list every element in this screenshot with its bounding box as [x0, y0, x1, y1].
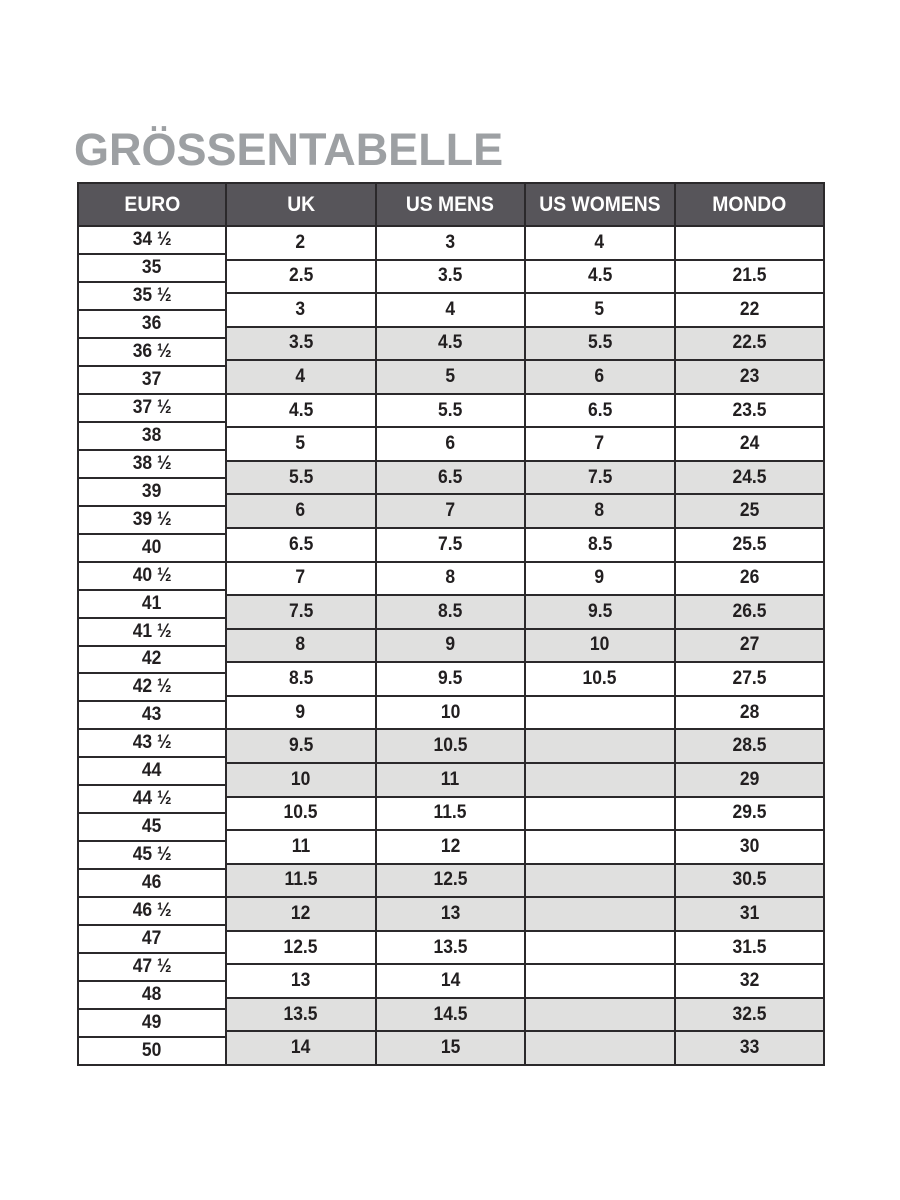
euro-size-cell: [79, 619, 225, 645]
euro-size-cell-value: 45 ½: [132, 844, 172, 866]
size-cell: [227, 697, 375, 729]
euro-size-cell-value: 35: [142, 256, 162, 278]
size-cell: [526, 563, 674, 595]
size-cell-value: 6.5: [288, 533, 313, 555]
size-cell: [526, 395, 674, 427]
size-cell: [227, 395, 375, 427]
size-cell-value: 6: [445, 433, 456, 455]
euro-size-cell: [79, 982, 225, 1008]
size-cell: [377, 764, 525, 796]
euro-size-cell: [79, 339, 225, 365]
size-cell: [377, 730, 525, 762]
euro-size-cell-value: 39: [142, 480, 162, 502]
column-header-mondo: [676, 184, 824, 225]
size-cell: [377, 462, 525, 494]
euro-size-cell: [79, 647, 225, 673]
size-cell-value: 3: [295, 298, 306, 320]
size-cell: [377, 428, 525, 460]
size-cell-value: 9.5: [587, 600, 612, 622]
size-cell: [227, 596, 375, 628]
euro-size-cell: [79, 814, 225, 840]
size-cell: [526, 898, 674, 930]
size-cell-value: 5.5: [587, 332, 612, 354]
size-cell: [377, 261, 525, 293]
euro-size-cell: [79, 898, 225, 924]
size-cell: [377, 999, 525, 1031]
euro-size-cell: [79, 451, 225, 477]
size-cell: [377, 932, 525, 964]
size-cell: [676, 529, 824, 561]
column-header-euro: [79, 184, 225, 225]
size-cell-value: 9: [594, 567, 605, 589]
size-cell-value: 4: [295, 366, 306, 388]
size-cell: [227, 630, 375, 662]
size-cell-value: 3.5: [438, 265, 463, 287]
euro-size-cell-value: 44 ½: [132, 788, 172, 810]
size-cell-value: 14: [440, 970, 460, 992]
column-header-euro-label: EURO: [124, 192, 180, 216]
size-cell-value: 8.5: [438, 600, 463, 622]
size-cell-value: 5: [295, 433, 306, 455]
size-cell: [526, 227, 674, 259]
euro-size-cell-value: 50: [142, 1040, 162, 1062]
euro-size-cell: [79, 674, 225, 700]
size-cell: [676, 294, 824, 326]
size-cell-value: 21.5: [732, 265, 767, 287]
size-cell-value: 4.5: [587, 265, 612, 287]
size-cell: [227, 1032, 375, 1064]
size-cell: [676, 898, 824, 930]
euro-size-cell: [79, 786, 225, 812]
size-cell-value: 22: [739, 298, 759, 320]
size-cell: [227, 999, 375, 1031]
euro-size-cell-value: 37 ½: [132, 396, 172, 418]
size-cell-value: 10.5: [433, 735, 468, 757]
euro-size-cell-value: 48: [142, 984, 162, 1006]
size-cell: [526, 596, 674, 628]
size-cell-value: 30.5: [732, 869, 767, 891]
size-cell-value: 22.5: [732, 332, 767, 354]
euro-size-cell: [79, 479, 225, 505]
size-cell: [377, 865, 525, 897]
euro-size-cell-value: 47 ½: [132, 956, 172, 978]
euro-size-cell: [79, 842, 225, 868]
size-cell-value: 6.5: [438, 466, 463, 488]
euro-size-cell-value: 36 ½: [132, 340, 172, 362]
size-cell: [526, 999, 674, 1031]
size-cell: [227, 361, 375, 393]
size-cell-value: 25.5: [732, 533, 767, 555]
size-cell-value: 2.5: [288, 265, 313, 287]
size-cell-value: 30: [739, 835, 759, 857]
size-cell: [227, 932, 375, 964]
size-cell: [676, 261, 824, 293]
euro-size-cell: [79, 926, 225, 952]
size-cell-value: 9.5: [288, 735, 313, 757]
size-cell-value: 31: [739, 902, 759, 924]
size-cell-value: 4: [445, 298, 456, 320]
size-cell: [377, 630, 525, 662]
euro-size-cell-value: 41 ½: [132, 620, 172, 642]
size-cell: [676, 730, 824, 762]
size-cell: [676, 596, 824, 628]
size-cell-value: 25: [739, 500, 759, 522]
euro-size-cell: [79, 367, 225, 393]
size-cell-value: 24.5: [732, 466, 767, 488]
size-cell-value: 28: [739, 701, 759, 723]
size-cell: [377, 395, 525, 427]
euro-size-cell: [79, 591, 225, 617]
size-cell: [676, 428, 824, 460]
size-cell: [526, 361, 674, 393]
size-cell-value: 7: [594, 433, 605, 455]
size-cell: [526, 495, 674, 527]
size-cell-value: 2: [295, 231, 306, 253]
size-cell: [526, 261, 674, 293]
size-cell-value: 11: [291, 835, 310, 857]
size-cell: [676, 563, 824, 595]
size-cell: [377, 697, 525, 729]
size-cell: [526, 798, 674, 830]
size-cell: [227, 529, 375, 561]
size-cell: [227, 831, 375, 863]
size-cell-value: 4: [594, 231, 605, 253]
size-cell: [676, 831, 824, 863]
size-cell: [526, 1032, 674, 1064]
euro-size-cell-value: 40: [142, 536, 162, 558]
size-cell-value: 23.5: [732, 399, 767, 421]
size-cell-value: 7.5: [288, 600, 313, 622]
size-cell: [676, 1032, 824, 1064]
size-cell: [377, 596, 525, 628]
conversion-table: [227, 184, 823, 1064]
size-cell-value: 12: [440, 835, 460, 857]
size-cell: [377, 495, 525, 527]
euro-size-cell-value: 40 ½: [132, 564, 172, 586]
size-cell: [676, 462, 824, 494]
page-title: GRÖSSENTABELLE: [74, 124, 504, 175]
size-cell: [227, 898, 375, 930]
size-cell-value: 12.5: [283, 936, 318, 958]
euro-size-cell-value: 46: [142, 872, 162, 894]
size-cell: [227, 328, 375, 360]
size-cell-value: 4.5: [288, 399, 313, 421]
euro-size-cell-value: 42: [142, 648, 162, 670]
size-cell: [377, 663, 525, 695]
size-cell-value: 26.5: [732, 600, 767, 622]
size-cell: [526, 630, 674, 662]
size-cell: [676, 361, 824, 393]
size-cell-value: 3: [445, 231, 456, 253]
euro-size-cell-value: 34 ½: [132, 228, 172, 250]
euro-size-cell: [79, 311, 225, 337]
size-cell-value: 7: [295, 567, 306, 589]
euro-size-cell-value: 36: [142, 312, 162, 334]
size-cell-value: 24: [739, 433, 759, 455]
size-cell: [676, 798, 824, 830]
size-cell-value: 32: [739, 970, 759, 992]
euro-size-cell-value: 43 ½: [132, 732, 172, 754]
size-cell: [377, 965, 525, 997]
euro-size-cell-value: 35 ½: [132, 284, 172, 306]
euro-size-cell: [79, 255, 225, 281]
euro-size-cell-value: 39 ½: [132, 508, 172, 530]
size-cell-value: 10: [291, 768, 311, 790]
euro-size-cell: [79, 563, 225, 589]
euro-size-cell-value: 42 ½: [132, 676, 172, 698]
size-cell: [227, 764, 375, 796]
euro-size-cell-value: 37: [142, 368, 162, 390]
size-cell-value: 29.5: [732, 802, 767, 824]
size-cell-value: 23: [739, 366, 759, 388]
size-cell-value: 9.5: [438, 668, 463, 690]
size-cell: [526, 764, 674, 796]
size-cell: [377, 227, 525, 259]
size-cell: [526, 294, 674, 326]
size-cell: [676, 630, 824, 662]
euro-size-cell: [79, 870, 225, 896]
size-cell-value: 10.5: [283, 802, 318, 824]
size-cell: [227, 730, 375, 762]
size-cell-value: 11.5: [284, 869, 318, 891]
size-cell-value: 5.5: [288, 466, 313, 488]
size-cell: [526, 697, 674, 729]
size-cell: [526, 965, 674, 997]
size-cell: [526, 831, 674, 863]
size-cell-value: 15: [440, 1037, 460, 1059]
size-cell-value: 8: [594, 500, 605, 522]
column-header-us-womens-label: US WOMENS: [539, 192, 661, 216]
size-cell-value: 7.5: [438, 533, 463, 555]
size-cell-value: 32.5: [732, 1003, 767, 1025]
euro-size-cell: [79, 730, 225, 756]
size-cell: [227, 965, 375, 997]
size-cell-value: 13: [440, 902, 460, 924]
euro-size-cell-value: 49: [142, 1012, 162, 1034]
size-cell-value: 8.5: [587, 533, 612, 555]
size-cell-value: 29: [739, 768, 759, 790]
size-cell: [227, 261, 375, 293]
size-cell: [227, 663, 375, 695]
euro-size-cell-value: 38 ½: [132, 452, 172, 474]
euro-size-cell: [79, 227, 225, 253]
size-cell-value: 11: [441, 768, 460, 790]
size-cell: [526, 529, 674, 561]
size-cell: [377, 294, 525, 326]
column-header-us-mens: [377, 184, 525, 225]
size-cell: [676, 865, 824, 897]
size-cell: [676, 663, 824, 695]
euro-size-cell: [79, 954, 225, 980]
size-cell-value: 3.5: [288, 332, 313, 354]
size-cell: [377, 328, 525, 360]
euro-size-cell: [79, 1038, 225, 1064]
size-cell: [676, 227, 824, 259]
size-cell: [377, 529, 525, 561]
size-cell: [526, 865, 674, 897]
size-cell-value: 8: [445, 567, 456, 589]
size-cell-value: 31.5: [732, 936, 767, 958]
column-header-us-mens-label: US MENS: [406, 192, 495, 216]
size-cell: [526, 428, 674, 460]
size-cell: [377, 1032, 525, 1064]
size-cell: [676, 495, 824, 527]
size-cell-value: 10: [440, 701, 460, 723]
euro-size-cell-value: 41: [142, 592, 162, 614]
size-cell-value: 33: [739, 1037, 759, 1059]
size-cell-value: 10.5: [582, 668, 617, 690]
size-cell: [676, 932, 824, 964]
size-cell-value: 9: [295, 701, 306, 723]
column-header-uk: [227, 184, 375, 225]
size-cell-value: 7: [445, 500, 456, 522]
size-cell: [526, 663, 674, 695]
size-cell: [676, 328, 824, 360]
column-header-us-womens: [526, 184, 674, 225]
size-cell: [227, 563, 375, 595]
size-cell: [526, 730, 674, 762]
size-cell: [676, 965, 824, 997]
size-cell-value: 26: [739, 567, 759, 589]
euro-size-cell: [79, 758, 225, 784]
size-table: [77, 182, 825, 1066]
size-cell-value: 6: [295, 500, 306, 522]
size-cell: [526, 328, 674, 360]
size-cell: [377, 361, 525, 393]
size-cell-value: 9: [445, 634, 456, 656]
size-cell-value: 10: [590, 634, 610, 656]
size-cell: [676, 764, 824, 796]
size-cell: [227, 865, 375, 897]
size-cell: [377, 831, 525, 863]
size-cell-value: 6.5: [587, 399, 612, 421]
size-cell-value: 5.5: [438, 399, 463, 421]
size-cell-value: 7.5: [587, 466, 612, 488]
euro-size-cell: [79, 1010, 225, 1036]
size-cell-value: 12.5: [433, 869, 468, 891]
size-cell: [227, 428, 375, 460]
euro-size-cell-value: 43: [142, 704, 162, 726]
euro-size-cell-value: 47: [142, 928, 162, 950]
size-cell: [526, 462, 674, 494]
size-cell-value: 27.5: [732, 668, 767, 690]
euro-size-cell-value: 45: [142, 816, 162, 838]
euro-column: [79, 184, 225, 1064]
size-cell: [676, 395, 824, 427]
size-cell-value: 4.5: [438, 332, 463, 354]
size-cell-value: 8.5: [288, 668, 313, 690]
size-cell-value: 14: [291, 1037, 311, 1059]
size-cell: [676, 999, 824, 1031]
size-cell-value: 6: [594, 366, 605, 388]
size-cell-value: 11.5: [433, 802, 467, 824]
size-cell: [377, 798, 525, 830]
size-cell: [526, 932, 674, 964]
euro-size-cell-value: 44: [142, 760, 162, 782]
size-cell-value: 13: [291, 970, 311, 992]
size-cell-value: 12: [291, 902, 311, 924]
euro-size-cell: [79, 283, 225, 309]
size-cell: [227, 495, 375, 527]
size-cell: [227, 462, 375, 494]
size-cell-value: 8: [295, 634, 306, 656]
euro-size-cell: [79, 507, 225, 533]
size-cell: [377, 898, 525, 930]
size-cell-value: 14.5: [433, 1003, 468, 1025]
column-header-uk-label: UK: [286, 192, 315, 216]
euro-size-cell: [79, 535, 225, 561]
euro-size-cell: [79, 702, 225, 728]
size-cell-value: 5: [594, 298, 605, 320]
euro-size-cell: [79, 395, 225, 421]
size-cell-value: 27: [739, 634, 759, 656]
size-cell-value: 5: [445, 366, 456, 388]
size-cell-value: 13.5: [283, 1003, 318, 1025]
size-cell: [227, 798, 375, 830]
euro-size-cell-value: 46 ½: [132, 900, 172, 922]
euro-size-cell-value: 38: [142, 424, 162, 446]
size-cell: [227, 294, 375, 326]
size-cell: [377, 563, 525, 595]
size-cell-value: 28.5: [732, 735, 767, 757]
size-cell-value: 13.5: [433, 936, 468, 958]
column-header-mondo-label: MONDO: [712, 192, 787, 216]
size-cell: [227, 227, 375, 259]
euro-size-cell: [79, 423, 225, 449]
size-cell: [676, 697, 824, 729]
